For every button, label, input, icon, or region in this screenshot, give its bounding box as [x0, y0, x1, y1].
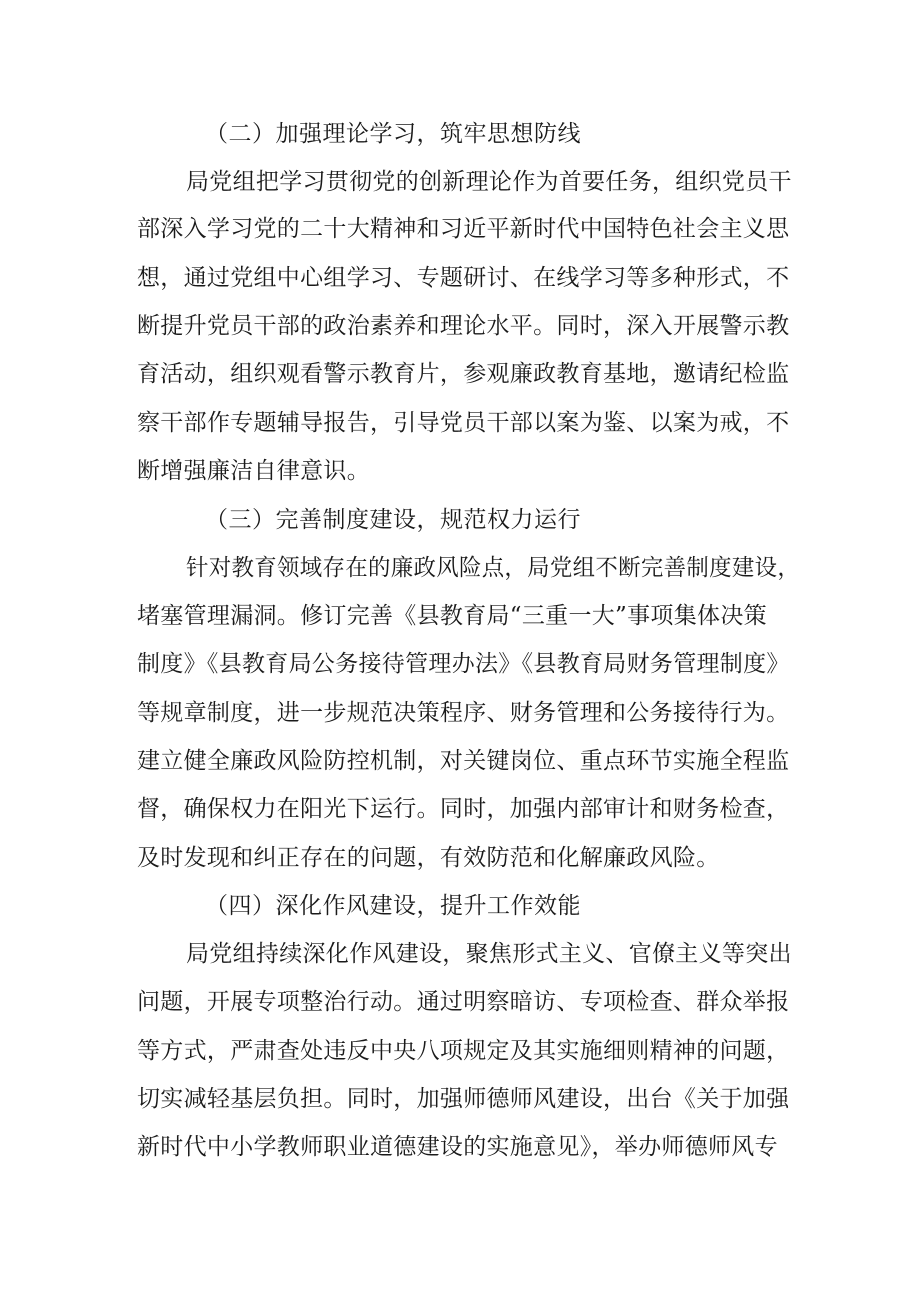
paragraph-line: 想，通过党组中心组学习、专题研讨、在线学习等多种形式，不: [137, 265, 790, 291]
paragraph-line: 及时发现和纠正存在的问题，有效防范和化解廉政风险。: [137, 845, 720, 871]
paragraph-line: 断提升党员干部的政治素养和理论水平。同时，深入开展警示教: [137, 313, 790, 339]
paragraph-line: 育活动，组织观看警示教育片，参观廉政教育基地，邀请纪检监: [137, 361, 790, 387]
paragraph-line: 制度》《县教育局公务接待管理办法》《县教育局财务管理制度》: [137, 651, 790, 677]
section-heading: （三）完善制度建设，规范权力运行: [205, 507, 581, 533]
paragraph-line: 堵塞管理漏洞。修订完善《县教育局“三重一大”事项集体决策: [137, 603, 767, 629]
paragraph-line: 切实减轻基层负担。同时，加强师德师风建设，出台《关于加强: [137, 1086, 790, 1112]
paragraph-line: 部深入学习党的二十大精神和习近平新时代中国特色社会主义思: [137, 216, 790, 242]
paragraph-line: 局党组把学习贯彻党的创新理论作为首要任务，组织党员干: [186, 169, 792, 195]
paragraph-line: 等方式，严肃查处违反中央八项规定及其实施细则精神的问题，: [137, 1038, 790, 1064]
paragraph-line: 等规章制度，进一步规范决策程序、财务管理和公务接待行为。: [137, 700, 790, 726]
section-heading: （二）加强理论学习，筑牢思想防线: [205, 121, 581, 147]
paragraph-line: 新时代中小学教师职业道德建设的实施意见》，举办师德师风专: [137, 1134, 778, 1160]
paragraph-line: 建立健全廉政风险防控机制，对关键岗位、重点环节实施全程监: [137, 748, 790, 774]
paragraph-line: 断增强廉洁自律意识。: [137, 458, 370, 484]
paragraph-line: 督，确保权力在阳光下运行。同时，加强内部审计和财务检查，: [137, 796, 790, 822]
paragraph-line: 问题，开展专项整治行动。通过明察暗访、专项检查、群众举报: [137, 989, 790, 1015]
paragraph-line: 察干部作专题辅导报告，引导党员干部以案为鉴、以案为戒，不: [137, 410, 790, 436]
section-heading: （四）深化作风建设，提升工作效能: [205, 893, 581, 919]
paragraph-line: 针对教育领域存在的廉政风险点，局党组不断完善制度建设，: [186, 555, 801, 581]
paragraph-line: 局党组持续深化作风建设，聚焦形式主义、官僚主义等突出: [186, 941, 792, 967]
